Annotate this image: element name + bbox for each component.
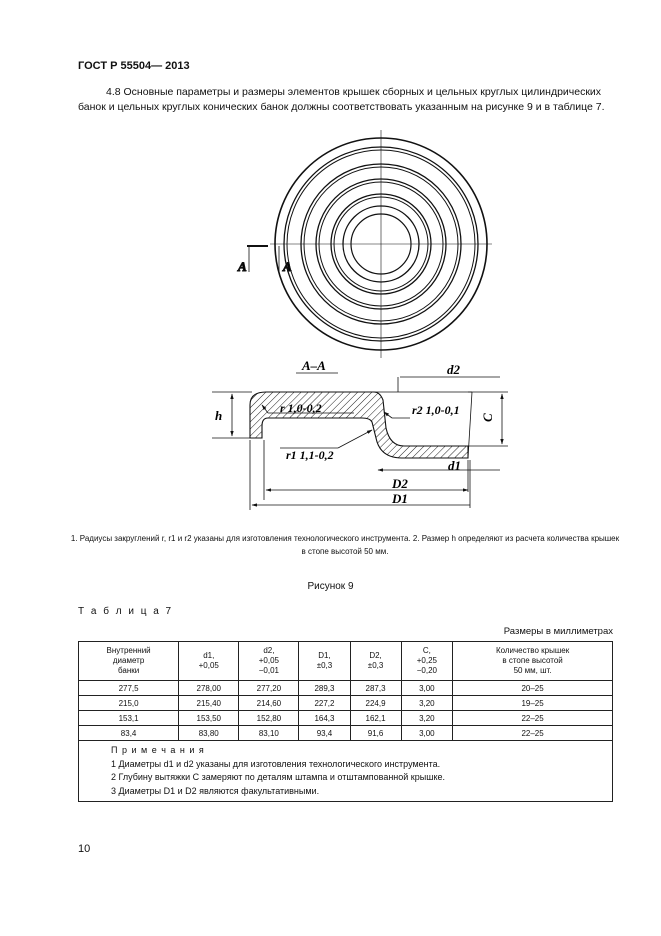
table-units: Размеры в миллиметрах bbox=[503, 626, 613, 637]
table-row: 83,4 83,80 83,10 93,4 91,6 3,00 22–25 bbox=[79, 726, 613, 741]
col-header-count: Количество крышек в стопе высотой 50 мм, шт. bbox=[453, 642, 613, 681]
label-d2: d2 bbox=[447, 362, 460, 377]
label-h: h bbox=[215, 408, 223, 423]
figure-caption: Рисунок 9 bbox=[307, 581, 354, 592]
notes-title: П р и м е ч а н и я bbox=[111, 745, 205, 755]
table-header-row bbox=[79, 642, 613, 681]
section-title: A–A bbox=[302, 358, 326, 373]
lid-plan-view bbox=[270, 130, 492, 358]
page-number: 10 bbox=[78, 843, 91, 855]
note-2: 2 Глубину вытяжки C замеряют по деталям штампа и отштампованной крышке. bbox=[111, 772, 445, 782]
col-header-D1: D1, ±0,3 bbox=[299, 642, 350, 681]
col-header-inner-diameter: Внутренний диаметр банки bbox=[79, 642, 179, 681]
col-header-C: C, +0,25 −0,20 bbox=[401, 642, 453, 681]
section-mark-left: A bbox=[238, 259, 247, 274]
label-D1: D1 bbox=[392, 491, 408, 506]
parameters-table bbox=[78, 641, 613, 802]
section-mark-right: A bbox=[283, 259, 292, 274]
label-C: C bbox=[480, 413, 495, 422]
document-header: ГОСТ Р 55504— 2013 bbox=[78, 60, 190, 72]
label-D2: D2 bbox=[392, 476, 408, 491]
label-r1: r1 1,1-0,2 bbox=[286, 448, 334, 462]
col-header-D2: D2, ±0,3 bbox=[350, 642, 401, 681]
table-notes-row bbox=[79, 741, 613, 802]
col-header-d1: d1, +0,05 bbox=[179, 642, 239, 681]
table-row: 277,5 278,00 277,20 289,3 287,3 3,00 20–25 bbox=[79, 681, 613, 696]
col-header-d2: d2, +0,05 −0,01 bbox=[239, 642, 299, 681]
intro-paragraph: 4.8 Основные параметры и размеры элементов крышек сборных и цельных круглых цилиндрических банок и цельных круглых конических банок должны соответствовать указанным на рисунке 9 и в таблице 7. bbox=[78, 86, 605, 113]
label-r: r 1,0-0,2 bbox=[280, 401, 322, 415]
figure-note: 1. Радиусы закруглений r, r1 и r2 указаны для изготовления технологического инструмента. 2. Размер h определяют из расчета количества крышек в стопе высотой 50 мм. bbox=[70, 534, 620, 556]
label-d1: d1 bbox=[448, 458, 461, 473]
label-r2: r2 1,0-0,1 bbox=[412, 403, 460, 417]
note-1: 1 Диаметры d1 и d2 указаны для изготовления технологического инструмента. bbox=[111, 758, 441, 769]
note-3: 3 Диаметры D1 и D2 являются факультативными. bbox=[111, 785, 320, 796]
table-row: 215,0 215,40 214,60 227,2 224,9 3,20 19–25 bbox=[79, 696, 613, 711]
table-row: 153,1 153,50 152,80 164,3 162,1 3,20 22–25 bbox=[79, 711, 613, 726]
table-title: Т а б л и ц а 7 bbox=[78, 606, 174, 617]
